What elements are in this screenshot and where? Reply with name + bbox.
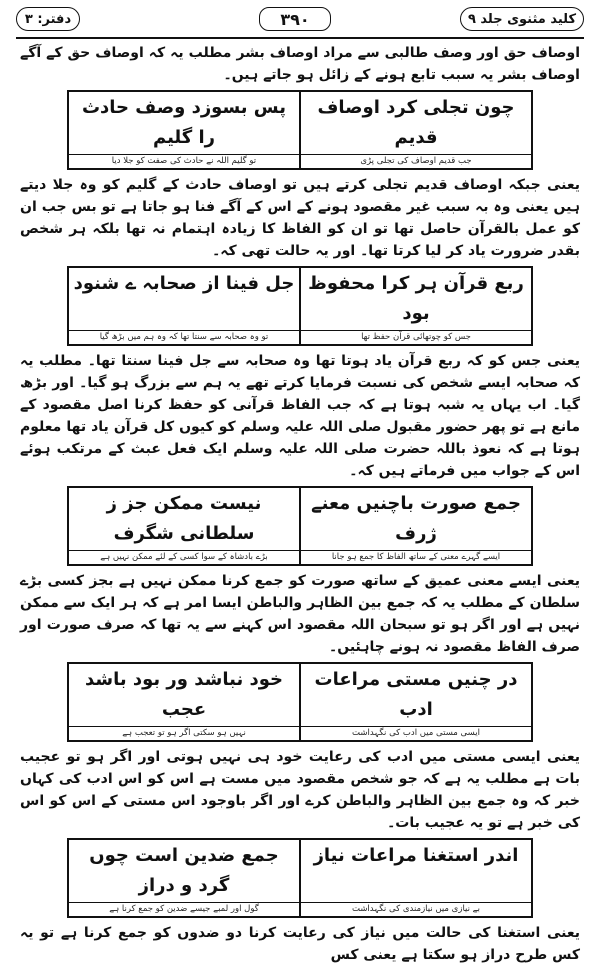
commentary-paragraph: یعنی جبکہ اوصاف قدیم تجلی کرتے ہیں تو اوصاف حادث کے گلیم کو وہ جلا دیتے ہیں یعنی وہ بہ سبب غیر مقصود ہونے کے اس کے آگے فنا ہو جاتا ہے تو بس جب ان کو عمل بالقرآن حاصل تھا تو ان کو الفاظ کا زیادہ اہتمام نہ تھا بلکہ ہر شخص بقدر ضرورت یاد کر لیا کرتا تھا۔ اور یہ حالت تھی کہ۔ (20, 177, 580, 259)
gloss-first: جب قدیم اوصاف کی تجلی پڑی (360, 156, 472, 166)
page-header (8, 4, 592, 34)
gloss-second: بڑے بادشاہ کے سوا کسی کے لئے ممکن نہیں ہے (69, 551, 301, 564)
gloss-second: نہیں ہو سکتی اگر ہو تو تعجب ہے (69, 727, 301, 740)
verse-couplet (67, 486, 533, 566)
commentary-paragraph: یعنی استغنا کی حالت میں نیاز کی رعایت کرنا دو ضدوں کو جمع کرنا ہے تو یہ کس طرح دراز ہو سکتا ہے یعنی کس (20, 925, 580, 963)
verse-line-first: در چنیں مستی مراعات ادب (314, 669, 518, 720)
book-page (8, 4, 592, 963)
section-label: دفتر: ۳ (16, 7, 80, 31)
verse-line-first: جمع صورت باچنیں معنے ژرف (311, 493, 521, 544)
header-rule (16, 37, 584, 39)
verse-couplet (67, 266, 533, 346)
gloss-first: بے نیازی میں نیازمندی کی نگہداشت (351, 904, 481, 914)
gloss-second: تو وہ صحابہ سے سنتا تھا کہ وہ ہم میں بڑھ گیا (69, 331, 301, 344)
gloss-second: تو گلیم اللہ نے حادث کی صفت کو جلا دیا (69, 155, 301, 168)
gloss-first: جس کو چوتھائی قرآن حفظ تھا (361, 332, 471, 342)
verse-couplet (67, 90, 533, 170)
verse-line-second: جل فینا از صحابہ ے شنود (69, 268, 301, 330)
verse-line-first: چون تجلی کرد اوصاف قدیم (317, 97, 515, 148)
verse-line-second: جمع ضدین است چوں گرد و دراز (69, 840, 301, 902)
gloss-first: ایسی مستی میں ادب کی نگہداشت (352, 728, 480, 738)
verse-line-first: اندر استغنا مراعات نیاز (313, 845, 519, 866)
commentary-paragraph: یعنی جس کو کہ ربع قرآن یاد ہوتا تھا وہ صحابہ سے جل فینا سنتا تھا۔ مطلب یہ کہ صحابہ ایسے شخص کی نسبت فرمایا کرتے تھے یہ ہم سے بزرگ ہو گیا۔ اور بڑھ گیا۔ اب یہاں یہ شبہ ہوتا ہے کہ جب الفاظ قرآنی کو حفظ کرنا اصل مقصود کے مانع ہے تو پھر حضور مقبول صلی اللہ علیہ وسلم کو کیوں کل قرآن یاد تھا معلوم ہوتا ہے کہ نعوذ باللہ حضرت صلی اللہ علیہ وسلم ایک فعل عبث کے مرتکب ہوئے اس کے جواب میں فرماتے ہیں کہ۔ (20, 353, 580, 479)
verse-line-first: ربع قرآن ہر کرا محفوظ بود (308, 273, 524, 324)
commentary-paragraph: یعنی ایسے معنی عمیق کے ساتھ صورت کو جمع کرنا ممکن نہیں ہے بجز کسی بڑے سلطان کے مطلب یہ کہ جمع بین الظاہر والباطن ایسا امر ہے کہ ہر ایک سے ممکن نہیں ہے اور اگر ہو تو سبحان اللہ مقصود اس کہنے سے یہ تھا کہ صرف صورت اور صرف الفاظ مقصود نہ ہونے چاہئیں۔ (20, 573, 580, 655)
commentary-paragraph: اوصاف حق اور وصف طالبی سے مراد اوصاف بشر مطلب یہ کہ اوصاف حق کے آگے اوصاف بشر یہ سبب تابع ہونے کے زائل ہو جاتے ہیں۔ (20, 45, 580, 83)
gloss-second: گول اور لمبے جیسے ضدین کو جمع کرنا ہے (69, 903, 301, 916)
verse-line-second: پس بسوزد وصف حادث را گلیم (69, 92, 301, 154)
verse-couplet (67, 838, 533, 918)
verse-line-second: نیست ممکن جز ز سلطانی شگرف (69, 488, 301, 550)
verse-line-second: خود نباشد ور بود باشد عجب (69, 664, 301, 726)
gloss-first: ایسے گہرے معنی کے ساتھ الفاظ کا جمع ہو جانا (331, 552, 501, 562)
verse-couplet (67, 662, 533, 742)
commentary-paragraph: یعنی ایسی مستی میں ادب کی رعایت خود ہی نہیں ہوتی اور اگر ہو تو عجیب بات ہے مطلب یہ ہے کہ جو شخص مقصود میں مست ہے اس کو اس ادب کی کہاں خبر کہ وہ جمع بین الظاہر والباطن کرے اور اگر باوجود اس مستی کے اس کو اس کی خبر ہے تو یہ عجیب بات۔ (20, 749, 580, 831)
book-title: کلید مثنوی جلد ۹ (460, 7, 584, 31)
page-number: ۳۹۰ (259, 7, 331, 31)
